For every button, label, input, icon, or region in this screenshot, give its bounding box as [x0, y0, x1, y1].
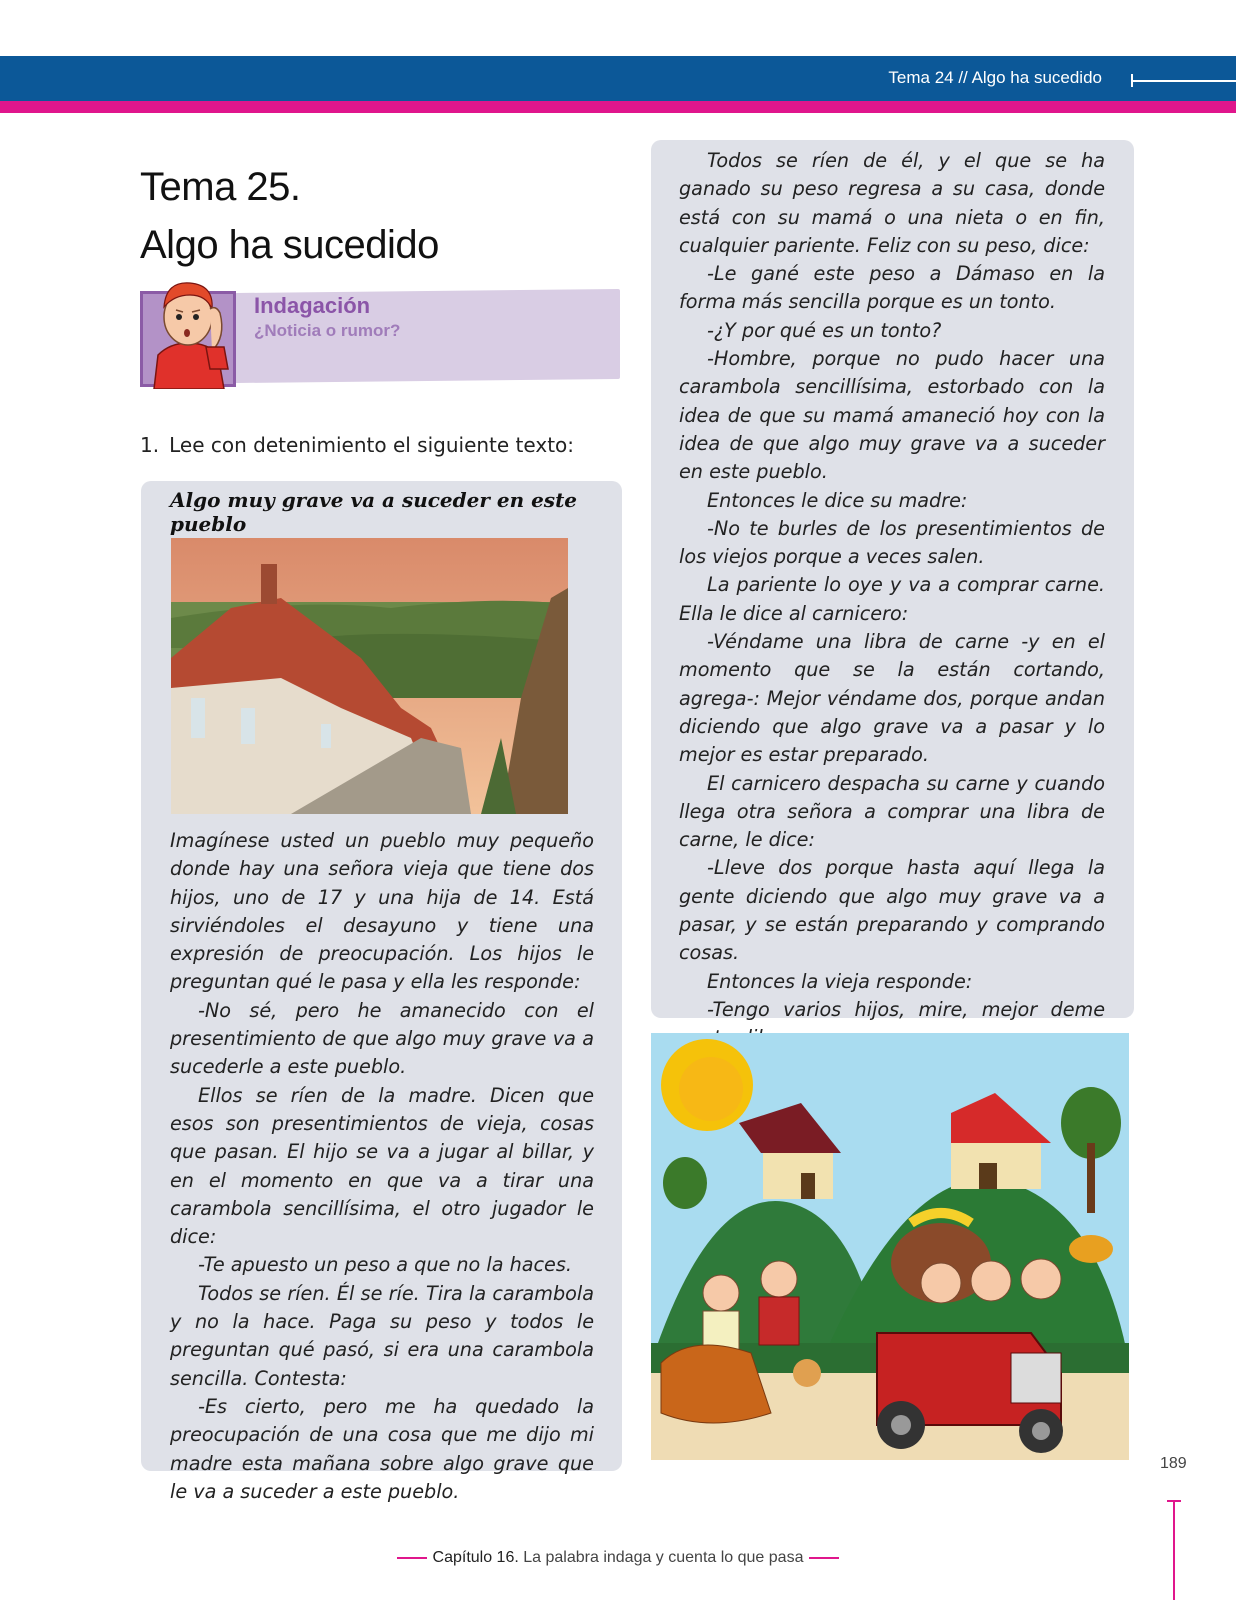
instruction-text: Lee con detenimiento el siguiente texto: — [169, 433, 575, 457]
footer-chapter: Capítulo 16. — [432, 1549, 519, 1566]
story-text-right — [679, 147, 1105, 1053]
story-paragraph: -No sé, pero he amanecido con el presentimiento de que algo muy grave va a sucederle a este pueblo. — [170, 998, 594, 1079]
story-paragraph: Entonces la vieja responde: — [707, 969, 973, 993]
story-paragraph: Todos se ríen de él, y el que se ha ganado su peso regresa a su casa, donde está con su mamá o una nieta o en fin, cualquier pariente. Feliz con su peso, dice: — [679, 149, 1105, 257]
indagacion-subtitle: ¿Noticia o rumor? — [254, 321, 401, 340]
village-street-photo — [171, 538, 568, 814]
title-line-1: Tema 25. — [140, 165, 301, 209]
story-paragraph: El carnicero despacha su carne y cuando llega otra señora a comprar una libra de carne, le dice: — [679, 771, 1105, 852]
title-line-2: Algo ha sucedido — [140, 223, 439, 267]
story-text-left — [170, 827, 594, 1506]
page-footer — [0, 1549, 1236, 1567]
village-illustration — [651, 1033, 1129, 1460]
footer-chapter-title: La palabra indaga y cuenta lo que pasa — [523, 1549, 804, 1566]
running-title: Tema 24 // Algo ha sucedido — [888, 68, 1102, 87]
indagacion-label: Indagación — [254, 293, 371, 318]
story-paragraph: Todos se ríen. Él se ríe. Tira la carambola y no la hace. Paga su peso y todos le preguntan qué pasó, si era una carambola sencilla. Contesta: — [170, 1281, 594, 1390]
story-paragraph: Entonces le dice su madre: — [707, 488, 968, 512]
story-title: Algo muy grave va a suceder en este pueblo — [170, 488, 578, 536]
story-paragraph: -Te apuesto un peso a que no la haces. — [198, 1253, 572, 1277]
header-accent-stripe — [0, 101, 1236, 113]
thinking-boy-icon — [140, 277, 240, 389]
indagacion-banner — [140, 283, 622, 395]
story-paragraph: -No te burles de los presentimientos de los viejos porque a veces salen. — [679, 516, 1105, 569]
story-paragraph: Ellos se ríen de la madre. Dicen que esos son presentimientos de vieja, cosas que pasan. El hijo se va a jugar al billar, y en el momento en que va a tirar una carambola sencillísima, el otro jugador le dice: — [170, 1083, 594, 1249]
page-title — [140, 158, 439, 274]
running-title-rule — [1132, 80, 1236, 82]
story-paragraph: -Tengo varios hijos, mire, mejor deme — [707, 997, 1105, 1021]
story-paragraph: -Hombre, porque no pudo hacer una carambola sencillísima, estorbado con la idea de que su mamá amaneció hoy con la idea de que algo muy grave va a suceder en este pueblo. — [679, 347, 1105, 484]
story-paragraph: -Es cierto, pero me ha quedado la preocupación de una cosa que me dijo mi madre esta mañana sobre algo grave que le va a suceder a este pueblo. — [170, 1394, 594, 1503]
story-paragraph: -¿Y por qué es un tonto? — [707, 318, 942, 342]
footer-rule-right — [809, 1557, 839, 1559]
story-paragraph: La pariente lo oye y va a comprar carne. Ella le dice al carnicero: — [679, 573, 1105, 625]
story-paragraph: -Le gané este peso a Dámaso en la forma más sencilla porque es un tonto. — [679, 262, 1105, 314]
story-paragraph: Imagínese usted un pueblo muy pequeño donde hay una señora vieja que tiene dos hijos, uno de 17 y una hija de 14. Está sirviéndoles el desayuno y tiene una expresión de preocupación. Los hijos le preguntan qué le pasa y ella les responde: — [170, 829, 594, 994]
villagers-truck-image — [651, 1033, 1129, 1460]
page-number: 189 — [1160, 1455, 1187, 1472]
village-street-image — [171, 538, 568, 814]
story-paragraph: -Véndame una libra de carne -y en el momento que se la están cortando, agrega-: Mejor véndame dos, porque andan diciendo que algo grave va a pasar y lo mejor es estar preparado. — [679, 630, 1105, 767]
footer-rule-left — [397, 1557, 427, 1559]
story-paragraph: -Lleve dos porque hasta aquí llega la gente diciendo que algo muy grave va a pasar, y se están preparando y comprando cosas. — [679, 856, 1105, 965]
instruction-number: 1. — [140, 433, 160, 457]
activity-instruction — [140, 433, 574, 457]
